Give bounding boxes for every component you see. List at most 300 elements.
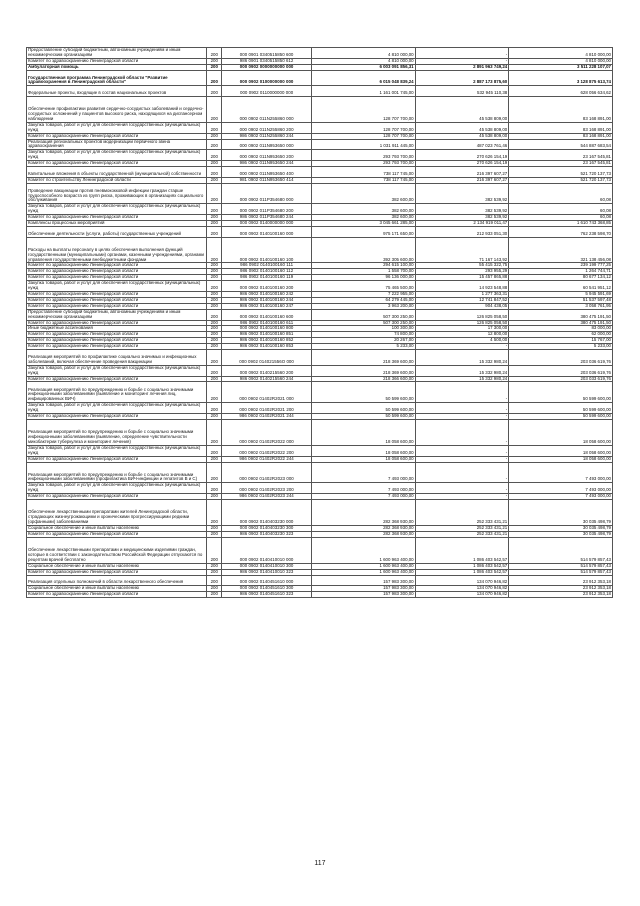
- row-executed-amount: 17 300,00: [415, 326, 509, 332]
- row-unexecuted-amount: 18 058 600,00: [509, 456, 613, 462]
- row-approved-amount: 3 963 200,00: [311, 303, 415, 309]
- row-approved-amount: 1 161 001 745,00: [311, 86, 415, 97]
- row-approved-amount: 18 058 600,00: [311, 456, 415, 462]
- row-classification-code: 000 0902 0140000000 000: [222, 221, 312, 227]
- row-unexecuted-amount: 15 767,00: [509, 338, 613, 344]
- row-line-code: 200: [207, 64, 222, 70]
- row-classification-code: 000 0902 0140410010 300: [222, 563, 312, 569]
- row-unexecuted-amount: 239 199 777,25: [509, 263, 613, 269]
- row-approved-amount: 975 171 650,00: [311, 226, 415, 237]
- row-unexecuted-amount: 521 720 137,73: [509, 167, 613, 178]
- row-classification-code: 986 0902 0140451610 323: [222, 592, 312, 598]
- row-classification-code: 986 0902 01402R2021 244: [222, 414, 312, 420]
- row-name: Социальное обеспечение и иные выплаты населению: [27, 525, 207, 531]
- row-approved-amount: 7 493 000,00: [311, 462, 415, 483]
- row-unexecuted-amount: 60,08: [509, 183, 613, 204]
- row-classification-code: 000 0902 014021556О 000: [222, 350, 312, 366]
- row-classification-code: 000 0902 0140215560 200: [222, 365, 312, 376]
- row-unexecuted-amount: 7 493 000,00: [509, 462, 613, 483]
- row-approved-amount: 392 305 600,00: [311, 237, 415, 263]
- row-approved-amount: 6 003 091 856,31: [311, 64, 415, 70]
- row-unexecuted-amount: 203 036 619,76: [509, 365, 613, 376]
- table-row: [27, 96, 613, 122]
- row-name: Реализация мероприятий по предупреждению и борьбе с социально значимыми инфекционными заболеваниями (профилактика ВИЧ-инфекции и гепатитов В и С): [27, 462, 207, 483]
- row-unexecuted-amount: 3 128 875 613,74: [509, 70, 613, 86]
- row-line-code: 200: [207, 303, 222, 309]
- row-name: Комплексы процессных мероприятий: [27, 221, 207, 227]
- row-classification-code: 000 0902 01402R2022 200: [222, 445, 312, 456]
- row-approved-amount: 218 369 600,00: [311, 365, 415, 376]
- row-line-code: 200: [207, 161, 222, 167]
- row-name: Социальное обеспечение и иные выплаты населению: [27, 563, 207, 569]
- row-name: Комитет по здравоохранению Ленинградской области: [27, 320, 207, 326]
- row-line-code: 200: [207, 500, 222, 526]
- table-row: [27, 281, 613, 292]
- row-line-code: 200: [207, 263, 222, 269]
- row-unexecuted-amount: 83 168 891,00: [509, 96, 613, 122]
- row-name: Обеспечение лекарственными препаратами и медицинскими изделиями граждан, которые в соответствии с законодательством Российской Федерации отпускаются по рецептам врачей бесплатно: [27, 537, 207, 563]
- row-classification-code: 986 0902 0140100160 111: [222, 263, 312, 269]
- row-unexecuted-amount: 203 036 619,76: [509, 350, 613, 366]
- row-line-code: 200: [207, 204, 222, 215]
- row-approved-amount: 293 793 700,00: [311, 161, 415, 167]
- row-line-code: 200: [207, 419, 222, 445]
- row-executed-amount: -: [415, 462, 509, 483]
- row-unexecuted-amount: 23 167 545,81: [509, 150, 613, 161]
- row-executed-amount: 1 277 363,31: [415, 291, 509, 297]
- row-classification-code: 986 0902 0140100160 611: [222, 320, 312, 326]
- table-row: [27, 537, 613, 563]
- row-name: Комитет по здравоохранению Ленинградской области: [27, 297, 207, 303]
- row-executed-amount: 134 070 946,82: [415, 586, 509, 592]
- row-name: Закупка товаров, работ и услуг для обеспечения государственных (муниципальных) нужд: [27, 122, 207, 133]
- row-name: Комитет по здравоохранению Ленинградской области: [27, 303, 207, 309]
- row-classification-code: 986 0902 01402R2022 244: [222, 456, 312, 462]
- row-unexecuted-amount: 60 541 951,12: [509, 281, 613, 292]
- row-executed-amount: 216 397 607,27: [415, 167, 509, 178]
- row-classification-code: 000 0902 0000000000 000: [222, 64, 312, 70]
- row-executed-amount: 382 539,92: [415, 204, 509, 215]
- row-name: Реализация мероприятий по предупреждению и борьбе с социально значимыми инфекционными заболеваниями (выявление и мониторинг лечения лиц, инфицированных ВИЧ): [27, 382, 207, 403]
- row-classification-code: 000 0902 011P354680 200: [222, 204, 312, 215]
- row-line-code: 200: [207, 376, 222, 382]
- row-unexecuted-amount: 5 233,00: [509, 344, 613, 350]
- row-name: Комитет по здравоохранению Ленинградской области: [27, 414, 207, 420]
- row-unexecuted-amount: 60,08: [509, 204, 613, 215]
- row-name: Комитет по здравоохранению Ленинградской области: [27, 344, 207, 350]
- row-unexecuted-amount: 83 168 891,00: [509, 122, 613, 133]
- row-approved-amount: 7 493 000,00: [311, 483, 415, 494]
- row-executed-amount: -: [415, 456, 509, 462]
- row-unexecuted-amount: 514 579 857,43: [509, 537, 613, 563]
- row-classification-code: 986 0902 0140100160 851: [222, 332, 312, 338]
- row-approved-amount: 50 599 600,00: [311, 382, 415, 403]
- row-approved-amount: 1 031 911 445,00: [311, 139, 415, 150]
- row-unexecuted-amount: 380 475 191,50: [509, 320, 613, 326]
- row-classification-code: 986 0902 0140100160 244: [222, 297, 312, 303]
- row-line-code: 200: [207, 237, 222, 263]
- row-classification-code: 000 0902 01402R2021 000: [222, 382, 312, 403]
- page-number: 117: [314, 860, 326, 867]
- table-row: [27, 70, 613, 86]
- row-executed-amount: 14 923 548,88: [415, 281, 509, 292]
- row-line-code: 200: [207, 563, 222, 569]
- row-unexecuted-amount: 1 610 743 368,85: [509, 221, 613, 227]
- row-classification-code: 000 0902 01402R2022 000: [222, 419, 312, 445]
- row-unexecuted-amount: 30 035 498,79: [509, 531, 613, 537]
- row-unexecuted-amount: 50 599 600,00: [509, 382, 613, 403]
- row-classification-code: 986 0902 0140100160 112: [222, 269, 312, 275]
- table-row: [27, 139, 613, 150]
- row-name: Комитет по здравоохранению Ленинградской области: [27, 58, 207, 64]
- row-executed-amount: 134 070 946,82: [415, 575, 509, 586]
- row-line-code: 200: [207, 122, 222, 133]
- row-line-code: 200: [207, 96, 222, 122]
- table-row: [27, 500, 613, 526]
- table-row: [27, 167, 613, 178]
- row-unexecuted-amount: 80 677 134,12: [509, 275, 613, 281]
- row-approved-amount: 7 493 000,00: [311, 494, 415, 500]
- row-unexecuted-amount: 51 537 597,48: [509, 297, 613, 303]
- row-classification-code: 986 0902 0140100160 242: [222, 291, 312, 297]
- row-executed-amount: 126 825 058,50: [415, 320, 509, 326]
- row-line-code: 200: [207, 350, 222, 366]
- row-classification-code: 986 0902 0140100160 852: [222, 338, 312, 344]
- row-unexecuted-amount: 514 579 857,43: [509, 569, 613, 575]
- row-classification-code: 986 0902 0140403230 323: [222, 531, 312, 537]
- row-line-code: 200: [207, 332, 222, 338]
- row-executed-amount: -: [415, 494, 509, 500]
- row-classification-code: 986 0902 0140100160 853: [222, 344, 312, 350]
- row-approved-amount: 294 615 100,00: [311, 263, 415, 269]
- table-row: [27, 86, 613, 97]
- row-line-code: 200: [207, 70, 222, 86]
- row-classification-code: 986 0902 011P354680 244: [222, 215, 312, 221]
- row-unexecuted-amount: 18 058 600,00: [509, 445, 613, 456]
- row-unexecuted-amount: 23 167 545,81: [509, 161, 613, 167]
- row-name: Реализация региональных проектов модернизации первичного звена здравоохранения: [27, 139, 207, 150]
- row-approved-amount: 18 058 600,00: [311, 445, 415, 456]
- row-classification-code: 000 0902 011N953650 000: [222, 139, 312, 150]
- table-row: [27, 226, 613, 237]
- row-executed-amount: -: [415, 445, 509, 456]
- row-line-code: 200: [207, 456, 222, 462]
- row-executed-amount: 134 070 946,82: [415, 592, 509, 598]
- row-name: Комитет по здравоохранению Ленинградской области: [27, 263, 207, 269]
- row-classification-code: 986 0902 0140410010 323: [222, 569, 312, 575]
- row-executed-amount: 15 332 980,24: [415, 376, 509, 382]
- row-line-code: 200: [207, 177, 222, 183]
- row-approved-amount: 50 599 600,00: [311, 414, 415, 420]
- row-name: Комитет по здравоохранению Ленинградской области: [27, 376, 207, 382]
- row-classification-code: 000 0902 0110000000 000: [222, 86, 312, 97]
- row-classification-code: 000 0902 0100000000 000: [222, 70, 312, 86]
- row-classification-code: 000 0902 0140403230 000: [222, 500, 312, 526]
- row-line-code: 200: [207, 133, 222, 139]
- row-line-code: 200: [207, 281, 222, 292]
- row-approved-amount: 18 058 600,00: [311, 419, 415, 445]
- row-executed-amount: -: [415, 58, 509, 64]
- row-name: Обеспечение лекарственными препаратами жителей Ленинградской области, страдающих жизнеугрожающими и хроническими прогрессирующими редкими (орфанными) заболеваниями: [27, 500, 207, 526]
- row-approved-amount: 4 810 000,00: [311, 58, 415, 64]
- budget-execution-table: [26, 47, 613, 598]
- row-executed-amount: 45 538 809,00: [415, 133, 509, 139]
- row-line-code: 200: [207, 382, 222, 403]
- row-executed-amount: 216 397 607,27: [415, 177, 509, 183]
- table-row: [27, 122, 613, 133]
- row-executed-amount: 4 500,00: [415, 338, 509, 344]
- row-unexecuted-amount: 4 810 000,00: [509, 58, 613, 64]
- row-approved-amount: 50 599 600,00: [311, 403, 415, 414]
- row-executed-amount: 1 086 403 542,57: [415, 563, 509, 569]
- row-line-code: 200: [207, 58, 222, 64]
- row-approved-amount: 1 600 963 400,00: [311, 569, 415, 575]
- row-line-code: 200: [207, 309, 222, 320]
- row-unexecuted-amount: 23 912 353,18: [509, 592, 613, 598]
- row-approved-amount: 128 707 700,00: [311, 96, 415, 122]
- row-unexecuted-amount: 3 511 228 107,07: [509, 64, 613, 70]
- row-approved-amount: 738 117 745,00: [311, 177, 415, 183]
- row-unexecuted-amount: 30 035 498,79: [509, 525, 613, 531]
- row-line-code: 200: [207, 291, 222, 297]
- table-row: [27, 309, 613, 320]
- row-executed-amount: 270 626 154,19: [415, 161, 509, 167]
- row-line-code: 200: [207, 338, 222, 344]
- row-approved-amount: 738 117 745,00: [311, 167, 415, 178]
- row-line-code: 200: [207, 86, 222, 97]
- row-line-code: 200: [207, 215, 222, 221]
- table-row: [27, 382, 613, 403]
- row-name: Комитет по здравоохранению Ленинградской области: [27, 338, 207, 344]
- row-unexecuted-amount: 50 599 600,00: [509, 403, 613, 414]
- row-name: Комитет по здравоохранению Ленинградской области: [27, 133, 207, 139]
- row-unexecuted-amount: 5 945 591,69: [509, 291, 613, 297]
- row-line-code: 200: [207, 269, 222, 275]
- row-classification-code: 000 0902 0140100160 600: [222, 309, 312, 320]
- row-unexecuted-amount: 544 887 683,54: [509, 139, 613, 150]
- row-executed-amount: 15 457 865,88: [415, 275, 509, 281]
- row-approved-amount: 507 300 250,00: [311, 309, 415, 320]
- row-classification-code: 000 0902 011N255860 200: [222, 122, 312, 133]
- row-approved-amount: 64 279 445,00: [311, 297, 415, 303]
- row-unexecuted-amount: 3 058 761,95: [509, 303, 613, 309]
- table-row: [27, 350, 613, 366]
- row-approved-amount: 74 800,00: [311, 332, 415, 338]
- row-executed-amount: 382 539,92: [415, 215, 509, 221]
- row-classification-code: 000 0902 01402R2023 000: [222, 462, 312, 483]
- row-line-code: 200: [207, 226, 222, 237]
- row-executed-amount: 212 933 051,30: [415, 226, 509, 237]
- row-line-code: 200: [207, 326, 222, 332]
- row-approved-amount: 218 369 600,00: [311, 350, 415, 366]
- row-name: Комитет по здравоохранению Ленинградской области: [27, 269, 207, 275]
- row-classification-code: 000 0901 0340515850 600: [222, 48, 312, 59]
- row-classification-code: 000 0902 0140100160 000: [222, 226, 312, 237]
- row-name: Закупка товаров, работ и услуг для обеспечения государственных (муниципальных) нужд: [27, 403, 207, 414]
- row-approved-amount: 282 368 930,00: [311, 500, 415, 526]
- row-line-code: 200: [207, 445, 222, 456]
- row-unexecuted-amount: 50 599 600,00: [509, 414, 613, 420]
- row-executed-amount: 904 438,05: [415, 303, 509, 309]
- row-executed-amount: 532 945 110,38: [415, 86, 509, 97]
- row-approved-amount: 157 983 300,00: [311, 592, 415, 598]
- table-row: [27, 237, 613, 263]
- row-executed-amount: 71 167 143,92: [415, 237, 509, 263]
- row-line-code: 200: [207, 167, 222, 178]
- row-unexecuted-amount: 514 579 857,43: [509, 563, 613, 569]
- row-executed-amount: -: [415, 483, 509, 494]
- table-row: [27, 403, 613, 414]
- row-approved-amount: 20 267,00: [311, 338, 415, 344]
- row-name: Комитет по здравоохранению Ленинградской области: [27, 291, 207, 297]
- row-name: Комитет по здравоохранению Ленинградской области: [27, 592, 207, 598]
- row-classification-code: 000 0902 01402R2023 200: [222, 483, 312, 494]
- row-approved-amount: 6 015 048 839,24: [311, 70, 415, 86]
- row-approved-amount: 5 233,00: [311, 344, 415, 350]
- row-classification-code: 000 0902 0140100160 100: [222, 237, 312, 263]
- row-name: Закупка товаров, работ и услуг для обеспечения государственных (муниципальных) нужд: [27, 365, 207, 376]
- row-line-code: 200: [207, 139, 222, 150]
- row-executed-amount: -: [415, 344, 509, 350]
- row-classification-code: 000 0902 011N953650 400: [222, 167, 312, 178]
- row-unexecuted-amount: 4 810 000,00: [509, 48, 613, 59]
- row-executed-amount: 126 825 058,50: [415, 309, 509, 320]
- row-line-code: 200: [207, 494, 222, 500]
- row-unexecuted-amount: 1 264 744,71: [509, 269, 613, 275]
- row-executed-amount: 382 539,92: [415, 183, 509, 204]
- row-approved-amount: 157 983 300,00: [311, 575, 415, 586]
- row-name: Проведение вакцинации против пневмококковой инфекции граждан старше трудоспособного возраста из групп риска, проживающих в организациях социального обслуживания: [27, 183, 207, 204]
- row-line-code: 200: [207, 183, 222, 204]
- table-row: [27, 483, 613, 494]
- row-approved-amount: 507 300 250,00: [311, 320, 415, 326]
- row-approved-amount: 128 707 700,00: [311, 122, 415, 133]
- row-classification-code: 000 0902 0140100160 200: [222, 281, 312, 292]
- row-name: Обеспечение деятельности (услуги, работы) государственных учреждений: [27, 226, 207, 237]
- row-classification-code: 986 0902 0140100160 119: [222, 275, 312, 281]
- row-name: Реализация мероприятий по профилактике социально значимых и инфекционных заболеваний, включая обеспечение проведения вакцинации: [27, 350, 207, 366]
- row-classification-code: 986 0902 0140215560 244: [222, 376, 312, 382]
- row-classification-code: 000 0902 011N953650 200: [222, 150, 312, 161]
- row-name: Закупка товаров, работ и услуг для обеспечения государственных (муниципальных) нужд: [27, 483, 207, 494]
- row-line-code: 200: [207, 592, 222, 598]
- row-name: Расходы на выплаты персоналу в целях обеспечения выполнения функций государственными (муниципальными) органами, казенными учреждениями, органами управления государственными внебюджетными фондами: [27, 237, 207, 263]
- row-line-code: 200: [207, 48, 222, 59]
- row-name: Закупка товаров, работ и услуг для обеспечения государственных (муниципальных) нужд: [27, 445, 207, 456]
- row-approved-amount: 157 983 300,00: [311, 586, 415, 592]
- row-name: Комитет по здравоохранению Ленинградской области: [27, 215, 207, 221]
- row-name: Обеспечение профилактики развития сердечно-сосудистых заболеваний и сердечно-сосудистых осложнений у пациентов высокого риска, находящихся на диспансерном наблюдении: [27, 96, 207, 122]
- row-approved-amount: 293 793 700,00: [311, 150, 415, 161]
- row-name: Социальное обеспечение и иные выплаты населению: [27, 586, 207, 592]
- row-classification-code: 986 0902 0140100160 247: [222, 303, 312, 309]
- row-unexecuted-amount: 23 912 353,18: [509, 586, 613, 592]
- row-unexecuted-amount: 18 058 600,00: [509, 419, 613, 445]
- row-executed-amount: 1 086 403 542,57: [415, 537, 509, 563]
- row-name: Комитет по здравоохранению Ленинградской области: [27, 531, 207, 537]
- row-line-code: 200: [207, 537, 222, 563]
- row-name: Реализация мероприятий по предупреждению и борьбе с социально значимыми инфекционными заболеваниями (выявление, определение чувствительности микобактерии туберкулеза и мониторинг лечения): [27, 419, 207, 445]
- row-executed-amount: 45 538 809,00: [415, 96, 509, 122]
- row-executed-amount: 55 415 322,75: [415, 263, 509, 269]
- row-line-code: 200: [207, 365, 222, 376]
- row-approved-amount: 1 558 700,00: [311, 269, 415, 275]
- row-executed-amount: -: [415, 419, 509, 445]
- row-line-code: 200: [207, 483, 222, 494]
- row-approved-amount: 128 707 700,00: [311, 133, 415, 139]
- row-executed-amount: 252 333 431,21: [415, 531, 509, 537]
- row-executed-amount: 2 891 963 749,24: [415, 64, 509, 70]
- table-row: [27, 48, 613, 59]
- row-unexecuted-amount: 83 000,00: [509, 326, 613, 332]
- row-executed-amount: 293 955,29: [415, 269, 509, 275]
- row-executed-amount: -: [415, 414, 509, 420]
- row-approved-amount: 282 368 930,00: [311, 525, 415, 531]
- row-executed-amount: -: [415, 382, 509, 403]
- row-executed-amount: -: [415, 48, 509, 59]
- table-row: [27, 419, 613, 445]
- row-unexecuted-amount: 628 056 634,62: [509, 86, 613, 97]
- row-executed-amount: 12 800,00: [415, 332, 509, 338]
- row-classification-code: 000 0902 0140451610 300: [222, 586, 312, 592]
- row-line-code: 200: [207, 297, 222, 303]
- table-row: [27, 575, 613, 586]
- row-approved-amount: 4 810 000,00: [311, 48, 415, 59]
- row-executed-amount: 270 626 154,19: [415, 150, 509, 161]
- row-name: Комитет по строительству Ленинградской области: [27, 177, 207, 183]
- row-name: Иные бюджетные ассигнования: [27, 326, 207, 332]
- row-name: Комитет по здравоохранению Ленинградской области: [27, 332, 207, 338]
- report-sheet: [26, 47, 613, 598]
- row-name: Комитет по здравоохранению Ленинградской области: [27, 275, 207, 281]
- row-unexecuted-amount: 83 168 891,00: [509, 133, 613, 139]
- row-unexecuted-amount: 762 238 598,70: [509, 226, 613, 237]
- row-unexecuted-amount: 60,08: [509, 215, 613, 221]
- row-classification-code: 981 0902 011N953650 414: [222, 177, 312, 183]
- row-executed-amount: 45 538 809,00: [415, 122, 509, 133]
- row-unexecuted-amount: 321 138 456,08: [509, 237, 613, 263]
- row-line-code: 200: [207, 569, 222, 575]
- row-executed-amount: -: [415, 403, 509, 414]
- row-classification-code: 986 0901 0340515850 612: [222, 58, 312, 64]
- row-unexecuted-amount: 203 033 619,76: [509, 376, 613, 382]
- table-row: [27, 445, 613, 456]
- row-line-code: 200: [207, 275, 222, 281]
- row-classification-code: 986 0902 011N953650 244: [222, 161, 312, 167]
- table-row: [27, 462, 613, 483]
- row-unexecuted-amount: 30 035 498,79: [509, 500, 613, 526]
- row-classification-code: 000 0902 01402R2021 200: [222, 403, 312, 414]
- row-approved-amount: 75 465 500,00: [311, 281, 415, 292]
- row-line-code: 200: [207, 414, 222, 420]
- row-classification-code: 000 0902 011P354680 000: [222, 183, 312, 204]
- row-line-code: 200: [207, 531, 222, 537]
- table-row: [27, 204, 613, 215]
- row-classification-code: 000 0902 0140403230 300: [222, 525, 312, 531]
- row-executed-amount: 2 887 173 875,60: [415, 70, 509, 86]
- row-name: Предоставление субсидий бюджетным, автономным учреждениям и иным некоммерческим организациям: [27, 48, 207, 59]
- row-approved-amount: 1 600 963 400,00: [311, 563, 415, 569]
- row-approved-amount: 382 600,00: [311, 183, 415, 204]
- row-name: Федеральные проекты, входящие в состав национальных проектов: [27, 86, 207, 97]
- row-line-code: 200: [207, 221, 222, 227]
- row-unexecuted-amount: 7 493 000,00: [509, 494, 613, 500]
- row-line-code: 200: [207, 344, 222, 350]
- row-executed-amount: 1 086 403 542,57: [415, 569, 509, 575]
- row-name: Амбулаторная помощь: [27, 64, 207, 70]
- table-row: [27, 183, 613, 204]
- row-unexecuted-amount: 23 912 353,18: [509, 575, 613, 586]
